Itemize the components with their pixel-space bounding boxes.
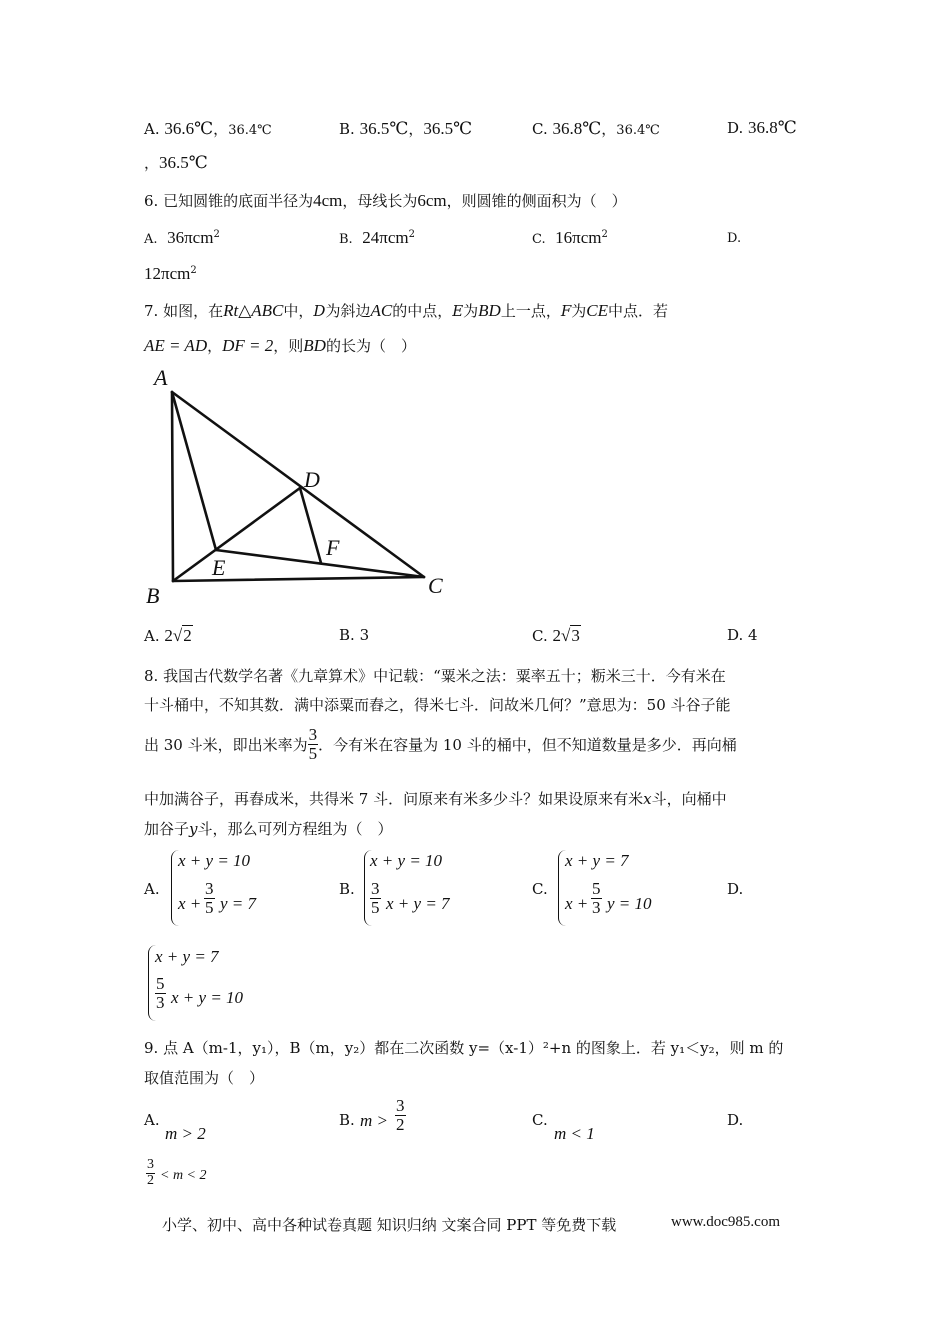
label-d: D — [304, 467, 320, 492]
denominator: 5 — [371, 897, 380, 917]
label-b: B — [146, 583, 160, 608]
text: 上一点， — [500, 302, 561, 320]
equation: DF = 2 — [222, 336, 274, 355]
option-label: B. — [339, 880, 355, 898]
numerator: 5 — [156, 974, 165, 993]
numerator: 3 — [308, 725, 318, 744]
option-label: B. — [339, 626, 355, 644]
text: ，则 — [273, 337, 304, 355]
point: D — [313, 302, 326, 320]
equation-2: x + y = 7 — [386, 894, 450, 913]
radicand: 2 — [183, 626, 192, 645]
text: 斗，向桶中 — [651, 790, 727, 808]
question-9-line1: 9. 点 A（m-1，y₁），B（m，y₂）都在二次函数 y=（x-1）²+n 的图象上．若 y₁＜y₂，则 m 的 — [144, 1039, 784, 1057]
option-value: m > — [360, 1111, 388, 1130]
equation-1: x + y = 7 — [155, 947, 219, 966]
sep: ， — [213, 120, 229, 138]
option-value: < m < 2 — [160, 1168, 207, 1183]
segment: BD — [303, 336, 326, 355]
option-value: 36.5℃ — [159, 153, 208, 172]
option-label: B. — [339, 232, 353, 247]
equation-2: y = 10 — [607, 894, 652, 913]
exponent: 2 — [408, 229, 415, 240]
text: 的长为（ ） — [325, 337, 416, 355]
q7-option-a: A. 2√2 — [144, 626, 192, 645]
question-8-line2: 十斗桶中，不知其数．满中添粟而舂之，得米七斗．问故米几何？”意思为：50 斗谷子能 — [144, 696, 731, 714]
segment: CE — [586, 301, 609, 320]
footer-promo-text: 小学、初中、高中各种试卷真题 知识归纳 文案合同 PPT 等免费下载 — [162, 1216, 617, 1234]
text: ．今有米在容量为 10 斗的桶中，但不知道数量是多少．再向桶 — [318, 735, 737, 754]
option-label: C. — [532, 1111, 548, 1129]
text: 6. 已知圆锥的底面半径为 — [144, 192, 314, 210]
equation-2: y = 7 — [220, 894, 257, 913]
fraction — [370, 880, 381, 917]
numerator: 3 — [205, 879, 214, 898]
fraction — [591, 880, 602, 917]
denominator: 2 — [147, 1172, 154, 1188]
option-value: m > 2 — [165, 1124, 206, 1143]
option-value: 16πcm — [555, 228, 602, 247]
denominator: 3 — [156, 992, 165, 1012]
label-e: E — [212, 555, 226, 580]
option-value: 3 — [359, 626, 370, 644]
option-value: 36.8℃ — [552, 119, 602, 138]
text: ，母线长为 — [342, 192, 418, 210]
question-7-stem-line2 — [144, 335, 416, 356]
q5-option-b — [339, 118, 472, 139]
segment: BD — [478, 301, 501, 320]
sep: ， — [601, 120, 617, 138]
option-label: A. — [144, 627, 160, 645]
question-8-line3 — [144, 726, 737, 763]
exponent: 2 — [213, 229, 220, 240]
text: 中， — [283, 302, 314, 320]
option-label: C. — [532, 120, 548, 138]
equation-1: x + y = 7 — [565, 851, 629, 870]
segment-bd — [173, 488, 300, 581]
segment-ab — [172, 392, 173, 581]
option-label: C. — [532, 232, 546, 247]
option-label: A. — [144, 880, 160, 898]
question-6-stem — [144, 190, 627, 211]
exponent: 2 — [601, 229, 608, 240]
radicand: 3 — [571, 626, 580, 645]
text: ，则圆锥的侧面积为（ ） — [446, 192, 627, 210]
option-label: C. — [532, 880, 548, 898]
radius: 4cm — [313, 191, 343, 210]
option-value: 36.6℃ — [164, 119, 214, 138]
label-f: F — [326, 535, 340, 560]
denominator: 2 — [396, 1114, 405, 1134]
option-value: 4 — [748, 626, 758, 644]
label-a: A — [154, 365, 168, 390]
q7-option-c: C. 2√3 — [532, 626, 580, 645]
option-value: 36.4℃ — [228, 123, 272, 138]
text: 出 30 斗米，即出米率为 — [144, 735, 308, 754]
text: 为 — [463, 302, 479, 320]
footer-website[interactable]: www.doc985.com — [671, 1214, 781, 1230]
triangle-figure — [140, 365, 460, 610]
text: 加谷子 — [144, 820, 190, 838]
fraction — [395, 1097, 406, 1134]
q5-option-d-cont — [144, 152, 208, 173]
question-8-line5 — [144, 818, 393, 839]
triangle: Rt△ABC — [223, 301, 284, 320]
numerator: 3 — [147, 1157, 154, 1172]
variable: x — [643, 790, 652, 808]
text: 中点．若 — [608, 302, 669, 320]
equation-1: x + y = 10 — [370, 851, 443, 870]
sep: ， — [144, 154, 160, 172]
fraction — [308, 726, 319, 763]
option-label: B. — [339, 1111, 355, 1129]
option-value: 36.5℃ — [359, 119, 409, 138]
denominator: 5 — [308, 743, 318, 763]
denominator: 5 — [205, 897, 214, 917]
equation: AE = AD — [144, 336, 208, 355]
numerator: 3 — [396, 1096, 405, 1115]
option-label: A. — [144, 1111, 160, 1129]
text: 斗，那么可列方程组为（ ） — [197, 820, 393, 838]
segment-bc — [173, 577, 424, 581]
segment-ae — [172, 392, 216, 550]
q6-option-d — [727, 228, 741, 246]
option-value: 24πcm — [362, 228, 409, 247]
option-label: A. — [144, 120, 160, 138]
label-c: C — [428, 573, 443, 598]
q9-option-d-label: D. — [727, 1111, 744, 1129]
q7-option-b — [339, 626, 369, 644]
fraction — [204, 880, 215, 917]
q6-option-d-cont — [144, 264, 197, 284]
segment: AC — [370, 301, 393, 320]
question-8-line1: 8. 我国古代数学名著《九章算术》中记载：“粟米之法：粟率五十；粝米三十．今有米在 — [144, 667, 726, 685]
q5-option-d — [727, 118, 797, 138]
q6-option-b — [339, 228, 415, 248]
point: F — [560, 302, 572, 320]
option-label: D. — [727, 626, 744, 644]
slant-height: 6cm — [417, 191, 447, 210]
denominator: 3 — [592, 897, 601, 917]
option-label: D. — [727, 231, 742, 246]
numerator: 3 — [371, 879, 380, 898]
variable: y — [189, 820, 198, 838]
q8-option-d-label: D. — [727, 880, 744, 898]
equation-2: x + y = 10 — [171, 988, 244, 1007]
coefficient: 2 — [552, 626, 561, 645]
text: ， — [207, 337, 223, 355]
segment-ac — [172, 392, 424, 577]
coefficient: 2 — [164, 626, 173, 645]
question-9-line2: 取值范围为（ ） — [144, 1069, 265, 1087]
fraction — [146, 1158, 155, 1188]
text: 7. 如图，在 — [144, 302, 224, 320]
question-8-line4 — [144, 788, 727, 809]
exponent: 2 — [190, 265, 197, 276]
option-value: 36.5℃ — [423, 119, 473, 138]
equation-1: x + y = 10 — [178, 851, 251, 870]
q5-option-a — [144, 118, 272, 139]
text: 中加满谷子，再舂成米，共得米 7 斗．问原来有米多少斗？如果设原来有米 — [144, 790, 644, 808]
text: 为 — [571, 302, 587, 320]
option-value: m < 1 — [554, 1124, 595, 1143]
option-value: 12πcm — [144, 264, 191, 283]
option-label: D. — [727, 119, 744, 137]
point: E — [452, 302, 464, 320]
option-label: A. — [144, 232, 158, 247]
text: 的中点， — [392, 302, 453, 320]
text: 为斜边 — [325, 302, 371, 320]
q7-option-d — [727, 626, 758, 644]
numerator: 5 — [592, 879, 601, 898]
option-value: 36.4℃ — [616, 123, 660, 138]
q6-option-a — [144, 228, 220, 248]
option-label: B. — [339, 120, 355, 138]
option-value: 36πcm — [167, 228, 214, 247]
equation-2: x + — [178, 894, 202, 913]
question-7-stem-line1 — [144, 300, 668, 321]
q6-option-c — [532, 228, 608, 248]
q5-option-c — [532, 118, 660, 139]
option-value: 36.8℃ — [748, 118, 797, 137]
equation-2: x + — [565, 894, 589, 913]
fraction — [155, 975, 166, 1012]
option-label: C. — [532, 627, 548, 645]
sep: ， — [408, 120, 424, 138]
